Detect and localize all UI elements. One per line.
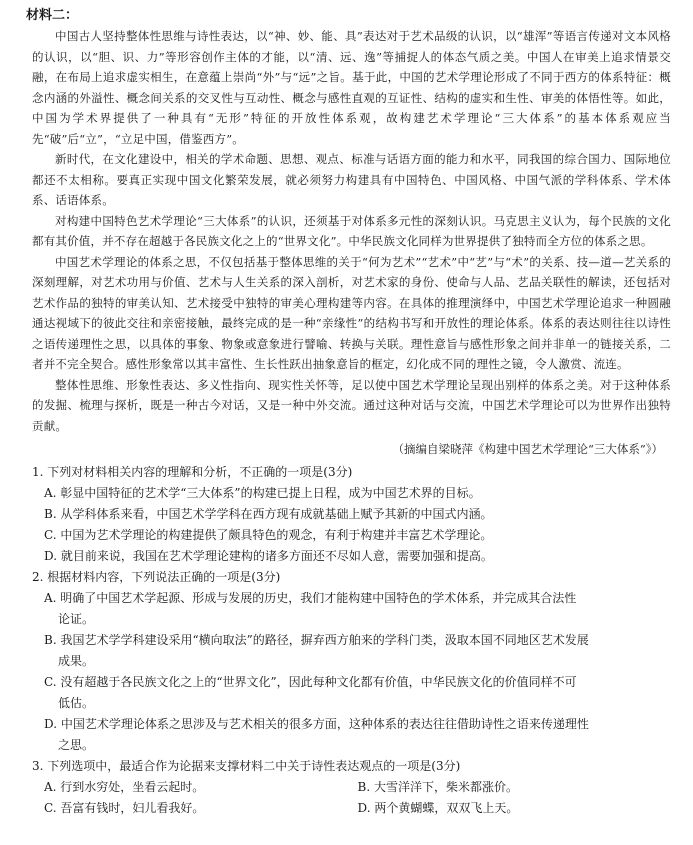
option-text-continued: 低估。 [58,696,95,710]
option-text: C. 没有超越于各民族文化之上的“世界文化”，因此每种文化都有价值，中华民族文化的价值同样不可 [44,675,577,689]
material-title: 材料二： [26,8,79,23]
material-paragraph: 中国古人坚持整体性思维与诗性表达，以“神、妙、能、具”表达对于艺术品级的认识，以“雄浑”等语言传递对文本风格的认识，以“胆、识、力”等形容创作主体的才能，以“清、远、逸”等捕捉人的体态气质之美。中国人在审美上追求情景交融，在布局上追求虚实相生，在意蕴上崇尚“外”与“远”之旨。基于此，中国的艺术学理论形成了不同于西方的体系特征：概念内涵的外溢性、概念间关系的交叉性与互动性、概念与感性直观的互证性、结构的虚实和生性、审美的体悟性等。如此，中国为学术界提供了一种具有“无形”特征的开放性体系观，故构建艺术学理论“三大体系”的基本体系观应当先“破”后“立”，“立足中国，借鉴西方”。 [32,29,671,146]
question-1 [32,462,671,567]
material-paragraph: 对构建中国特色艺术学理论“三大体系”的认识，还须基于对体系多元性的深刻认识。马克思主义认为，每个民族的文化都有其价值，并不存在超越于各民族文化之上的“世界文化”。中华民族文化同样为世界提供了独特而全方位的体系之思。 [32,213,671,248]
option-text-continued: 之思。 [58,738,95,752]
option-b: B. 从学科体系来看，中国艺术学学科在西方现有成就基础上赋予其新的中国式内涵。 [44,507,493,521]
option-text: B. 我国艺术学学科建设采用“横向取法”的路径，摒弃西方舶来的学科门类，汲取本国不同地区艺术发展 [44,633,589,647]
material-paragraph: 整体性思维、形象性表达、多义性指向、现实性关怀等，足以使中国艺术学理论呈现出别样的体系之美。对于这种体系的发掘、梳理与探析，既是一种古今对话，又是一种中外交流。通过这种对话与交流，中国艺术学理论可以为世界作出独特贡献。 [32,377,671,433]
option-row [32,798,671,819]
option-text: A. 明确了中国艺术学起源、形成与发展的历史，我们才能构建中国特色的学术体系，并完成其合法性 [44,591,577,605]
material-source: （摘编自梁晓萍《构建中国艺术学理论“三大体系”》） [392,442,663,456]
option-a: A. 彰显中国特征的艺术学“三大体系”的构建已提上日程，成为中国艺术界的目标。 [44,486,481,500]
option-c: C. 吾富有钱时，妇儿看我好。 [44,801,205,815]
option-d: D. 两个黄蝴蝶，双双飞上天。 [357,801,519,815]
question-3 [32,756,671,819]
option-b: B. 大雪洋洋下，柴米都涨价。 [357,780,518,794]
option-d: D. 就目前来说，我国在艺术学理论建构的诸多方面还不尽如人意，需要加强和提高。 [44,549,493,563]
option-c [32,672,671,714]
material-paragraph: 中国艺术学理论的体系之思，不仅包括基于整体思维的关于“何为艺术”“艺术”中“艺”与“术”的关系、技—道—艺关系的深刻理解，对艺术功用与价值、艺术与人生关系的深入剖析，对艺术家的身份、使命与人品、艺品关联性的解读，还包括对艺术作品的独特的审美认知、艺术接受中独特的审美心理构建等内容。在具体的推理演绎中，中国艺术学理论追求一种圆融通达视域下的彼此交往和亲密接触，最终完成的是一种“亲缘性”的结构书写和开放性的理论体系。体系的表达则往往以诗性之语传递理性之思，以具体的事象、物象或意象进行譬喻、转换与关联。理性意旨与感性形象之间并非单一的链接关系，二者并不完全契合。感性形象常以其丰富性、生长性跃出抽象意旨的框定，幻化成不同的理性之镜，令人激赏、流连。 [32,254,671,371]
question-stem: 2. 根据材料内容，下列说法正确的一项是(3分) [32,570,281,584]
option-text: D. 中国艺术学理论体系之思涉及与艺术相关的很多方面，这种体系的表达往往借助诗性之语来传递理性 [44,717,589,731]
option-c: C. 中国为艺术学理论的构建提供了颇具特色的观念，有利于构建并丰富艺术学理论。 [44,528,493,542]
option-d [32,714,671,756]
question-stem: 3. 下列选项中，最适合作为论据来支撑材料二中关于诗性表达观点的一项是(3分) [32,759,461,773]
question-stem: 1. 下列对材料相关内容的理解和分析，不正确的一项是(3分) [32,465,353,479]
option-a [32,588,671,630]
option-text-continued: 论证。 [58,612,95,626]
option-row [32,777,671,798]
question-2 [32,567,671,756]
option-a: A. 行到水穷处，坐看云起时。 [44,780,205,794]
material-paragraph: 新时代，在文化建设中，相关的学术命题、思想、观点、标准与话语方面的能力和水平，同我国的综合国力、国际地位都还不太相称。要真正实现中国文化繁荣发展，就必须努力构建具有中国特色、中国风格、中国气派的学科体系、学术体系、话语体系。 [32,152,671,207]
option-text-continued: 成果。 [58,654,95,668]
option-b [32,630,671,672]
